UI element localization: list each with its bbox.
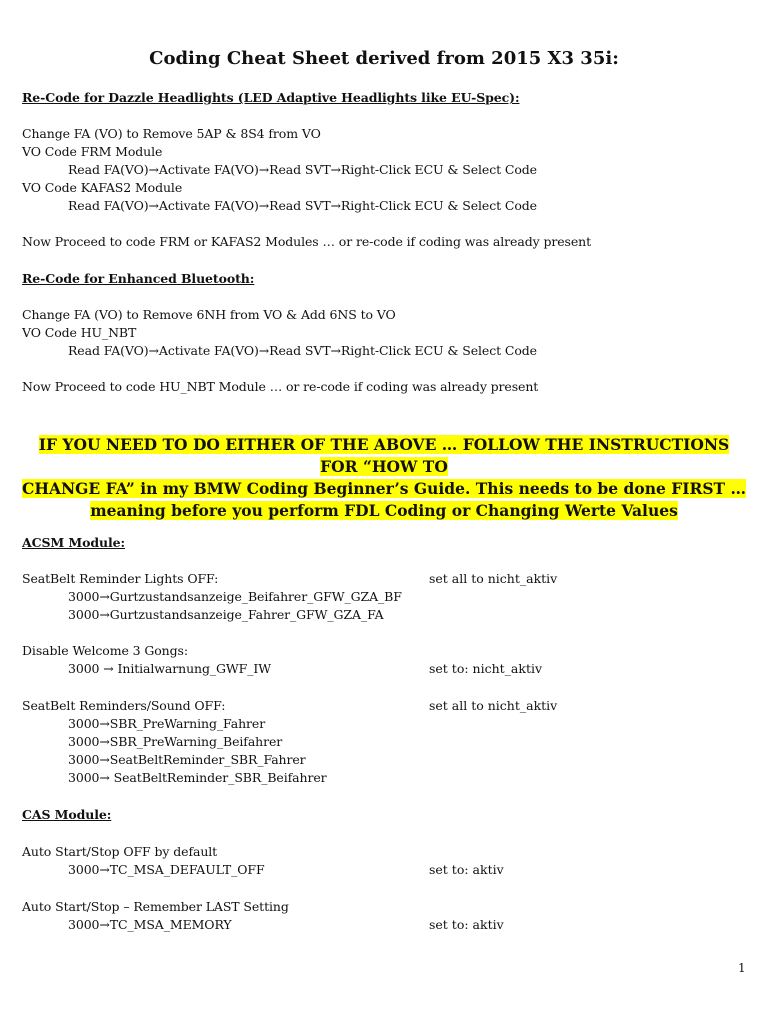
text-line: Change FA (VO) to Remove 6NH from VO & Add 6NS to VO bbox=[22, 307, 396, 322]
setting-value: set to: aktiv bbox=[429, 862, 504, 877]
setting-value: set to: nicht_aktiv bbox=[429, 661, 543, 676]
setting-label: SeatBelt Reminder Lights OFF: bbox=[22, 571, 219, 586]
text-line: Change FA (VO) to Remove 5AP & 8S4 from VO bbox=[22, 126, 321, 141]
text-line: VO Code KAFAS2 Module bbox=[22, 180, 183, 195]
section-header-acsm: ACSM Module: bbox=[22, 535, 125, 550]
setting-label: Auto Start/Stop – Remember LAST Setting bbox=[22, 899, 289, 914]
text-line: Read FA(VO)→Activate FA(VO)→Read SVT→Right-Click ECU & Select Code bbox=[68, 343, 537, 358]
coding-item: 3000→SBR_PreWarning_Beifahrer bbox=[68, 734, 283, 749]
section-header-enhanced-bluetooth: Re-Code for Enhanced Bluetooth: bbox=[22, 271, 255, 286]
text-line: Read FA(VO)→Activate FA(VO)→Read SVT→Right-Click ECU & Select Code bbox=[68, 198, 537, 213]
setting-label: Auto Start/Stop OFF by default bbox=[22, 844, 218, 859]
coding-item: 3000→Gurtzustandsanzeige_Beifahrer_GFW_GZA_BF bbox=[68, 589, 402, 604]
text-line: VO Code FRM Module bbox=[22, 144, 163, 159]
coding-item: 3000→Gurtzustandsanzeige_Fahrer_GFW_GZA_FA bbox=[68, 607, 384, 622]
coding-item: 3000→ SeatBeltReminder_SBR_Beifahrer bbox=[68, 770, 327, 785]
coding-item: 3000→TC_MSA_DEFAULT_OFF bbox=[68, 862, 265, 877]
page-title: Coding Cheat Sheet derived from 2015 X3 35i: bbox=[149, 48, 619, 69]
setting-value: set all to nicht_aktiv bbox=[429, 698, 558, 713]
section-header-cas: CAS Module: bbox=[22, 807, 112, 822]
warning-line: IF YOU NEED TO DO EITHER OF THE ABOVE … FOLLOW THE INSTRUCTIONS FOR “HOW TO bbox=[38, 435, 730, 476]
coding-item: 3000 → Initialwarnung_GWF_IW bbox=[68, 661, 271, 676]
coding-item: 3000→TC_MSA_MEMORY bbox=[68, 917, 232, 932]
warning-line: CHANGE FA” in my BMW Coding Beginner’s Guide. This needs to be done FIRST … bbox=[22, 479, 746, 498]
setting-label: SeatBelt Reminders/Sound OFF: bbox=[22, 698, 226, 713]
setting-label: Disable Welcome 3 Gongs: bbox=[22, 643, 188, 658]
warning-line: meaning before you perform FDL Coding or Changing Werte Values bbox=[90, 501, 678, 520]
text-line: Read FA(VO)→Activate FA(VO)→Read SVT→Right-Click ECU & Select Code bbox=[68, 162, 537, 177]
section-header-dazzle-headlights: Re-Code for Dazzle Headlights (LED Adaptive Headlights like EU-Spec): bbox=[22, 90, 520, 105]
text-line: Now Proceed to code HU_NBT Module … or re-code if coding was already present bbox=[22, 379, 539, 394]
text-line: Now Proceed to code FRM or KAFAS2 Modules … or re-code if coding was already present bbox=[22, 234, 591, 249]
text-line: VO Code HU_NBT bbox=[22, 325, 137, 340]
highlighted-warning bbox=[20, 434, 748, 522]
coding-item: 3000→SeatBeltReminder_SBR_Fahrer bbox=[68, 752, 306, 767]
setting-value: set all to nicht_aktiv bbox=[429, 571, 558, 586]
setting-value: set to: aktiv bbox=[429, 917, 504, 932]
page-number: 1 bbox=[738, 961, 746, 975]
coding-item: 3000→SBR_PreWarning_Fahrer bbox=[68, 716, 266, 731]
